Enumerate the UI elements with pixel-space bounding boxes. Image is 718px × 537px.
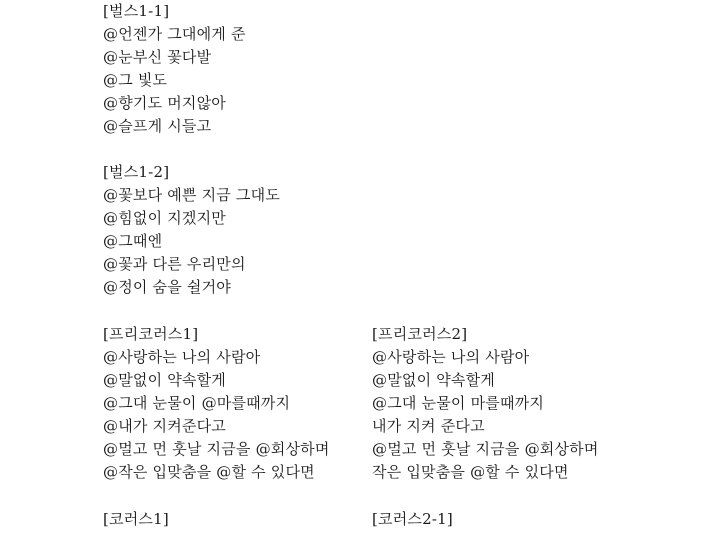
section-prechorus2 (372, 323, 599, 484)
section-heading: [코러스1] (103, 510, 169, 528)
lyric-line: @사랑하는 나의 사람아 (372, 348, 530, 366)
lyric-line: @꽃과 다른 우리만의 (103, 255, 246, 273)
lyric-line: @그대 눈물이 @마를때까지 (103, 394, 291, 412)
lyric-line: @멀고 먼 훗날 지금을 @회상하며 (103, 440, 330, 458)
lyric-line: @사랑하는 나의 사람아 (103, 348, 261, 366)
lyric-line: @멀고 먼 훗날 지금을 @회상하며 (372, 440, 599, 458)
lyric-line: @향기도 머지않아 (103, 94, 226, 112)
lyric-line: @그때엔 (103, 232, 163, 250)
lyric-line: @꽃보다 예쁜 지금 그대도 (103, 186, 281, 204)
lyric-line: @말없이 약속할게 (372, 371, 495, 389)
section-chorus2-1 (372, 508, 453, 531)
section-heading: [벌스1-1] (103, 2, 170, 20)
section-heading: [프리코러스1] (103, 325, 199, 343)
lyric-line: @정이 숨을 쉴거야 (103, 278, 231, 296)
lyric-line: @눈부신 꽃다발 (103, 48, 212, 66)
section-prechorus1 (103, 323, 330, 484)
lyric-line: @힘없이 지겠지만 (103, 209, 226, 227)
lyric-line: @내가 지켜준다고 (103, 417, 226, 435)
lyric-line: @언젠가 그대에게 준 (103, 25, 246, 43)
section-verse1-2 (103, 161, 280, 299)
section-heading: [벌스1-2] (103, 163, 170, 181)
section-chorus1 (103, 508, 169, 531)
lyric-line: @말없이 약속할게 (103, 371, 226, 389)
lyric-line: 작은 입맞춤을 @할 수 있다면 (372, 463, 569, 481)
lyric-line: @작은 입맞춤을 @할 수 있다면 (103, 463, 315, 481)
lyric-line: @그 빛도 (103, 71, 168, 89)
lyric-line: 내가 지켜 준다고 (372, 417, 485, 435)
lyric-line: @슬프게 시들고 (103, 117, 212, 135)
section-verse1-1 (103, 0, 246, 138)
section-heading: [프리코러스2] (372, 325, 468, 343)
lyric-line: @그대 눈물이 마를때까지 (372, 394, 545, 412)
section-heading: [코러스2-1] (372, 510, 453, 528)
